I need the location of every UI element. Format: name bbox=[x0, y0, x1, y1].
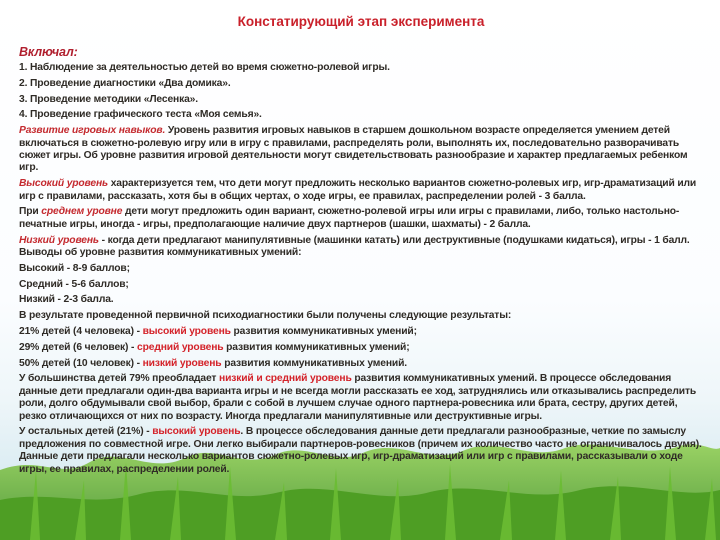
text-dev: Уровень развития игровых навыков в старшем дошкольном возрасте определяется умением детей включаться в сюжетно-ролевую игру или в игру с правилами, распределять роли, выполнять их, последовательно разворачивать сюжет игры. Об уровне развития игровой деятельности могут свидетельствовать разнообразие и характер предлагаемых ребенком игр. bbox=[19, 125, 688, 174]
score-item: Низкий - 2-3 балла. bbox=[19, 294, 114, 306]
result-pre: 50% детей (10 человек) - bbox=[19, 357, 143, 369]
result-post: развития коммуникативных умений; bbox=[223, 341, 410, 353]
score-item: Средний - 5-6 баллов; bbox=[19, 278, 129, 290]
paragraph-high bbox=[19, 178, 703, 203]
majority-level: низкий и средний уровень bbox=[219, 373, 352, 385]
rest-pre: У остальных детей (21%) - bbox=[19, 426, 153, 438]
result-post: развития коммуникативных умений. bbox=[221, 357, 407, 369]
result-pre: 21% детей (4 человека) - bbox=[19, 326, 143, 337]
term-high: Высокий уровень bbox=[19, 178, 108, 190]
results-intro: В результате проведенной первичной психодиагностики были получены следующие результаты: bbox=[19, 310, 512, 322]
page-title: Констатирующий этап эксперимента bbox=[237, 14, 485, 29]
text-low: - когда дети предлагают манипулятивные (машинки катать) или деструктивные (подушками кидаться), игры - 1 балл. Выводы об уровне развития коммуникативных умений: bbox=[19, 234, 690, 259]
paragraph-mid bbox=[19, 206, 703, 231]
score-item: Высокий - 8-9 баллов; bbox=[19, 262, 130, 274]
slide-content bbox=[19, 12, 703, 479]
list-item: 3. Проведение методики «Лесенка». bbox=[19, 93, 198, 105]
result-item bbox=[19, 342, 703, 354]
result-post: развития коммуникативных умений; bbox=[230, 326, 417, 337]
list-item: 4. Проведение графического теста «Моя семья». bbox=[19, 109, 262, 121]
result-item bbox=[19, 358, 703, 370]
term-mid: среднем уровне bbox=[41, 206, 123, 218]
result-item bbox=[19, 326, 703, 338]
paragraph-low bbox=[19, 235, 703, 260]
included-label: Включал: bbox=[19, 45, 78, 59]
term-low: Низкий уровень bbox=[19, 234, 99, 246]
text-high: характеризуется тем, что дети могут предложить несколько вариантов сюжетно-ролевых игр, игр-драматизаций или игр с правилами, рассказать, хотя бы в общих чертах, о ходе игры, ее правилах, распределении ролей - 3 балла. bbox=[19, 178, 697, 202]
term-dev: Развитие игровых навыков. bbox=[19, 125, 166, 137]
text-mid-pre: При bbox=[19, 206, 42, 218]
rest-level: высокий уровень bbox=[152, 426, 241, 438]
paragraph-rest bbox=[19, 426, 703, 476]
majority-post: развития коммуникативных умений. В процессе обследования данные дети предлагали один-два варианта игры и не всегда могли рассказать ее ход, затруднялись или отказывались распределить роли, долго обдумывали свой выбор, брали с собой в лучшем случае одного партнера-ровесника или брата, сестру, других детей, резко отличающихся от них по возрасту. Иногда предлагали манипулятивные или деструктивные игры. bbox=[19, 373, 697, 422]
majority-pre: У большинства детей 79% преобладает bbox=[19, 373, 220, 385]
list-item: 2. Проведение диагностики «Два домика». bbox=[19, 77, 231, 89]
paragraph-majority bbox=[19, 373, 703, 423]
result-level: низкий уровень bbox=[142, 357, 222, 369]
list-item: 1. Наблюдение за деятельностью детей во время сюжетно-ролевой игры. bbox=[19, 62, 390, 73]
result-level: средний уровень bbox=[137, 341, 224, 353]
text-mid: дети могут предложить один вариант, сюжетно-ролевой игры или игры с правилами, либо, только настольно-печатные игры, иногда - игры, предполагающие наличие двух партнеров (шашки, шахматы) - 2 балла. bbox=[19, 206, 680, 230]
result-level: высокий уровень bbox=[142, 326, 231, 337]
result-pre: 29% детей (6 человек) - bbox=[19, 341, 138, 353]
paragraph-dev bbox=[19, 125, 703, 175]
rest-post: . В процессе обследования данные дети предлагали разнообразные, четкие по замыслу предложения по совместной игре. Они легко выбирали партнеров-ровесников (причем их количество часто не ограничивалось двумя). Данные дети предлагали несколько вариантов сюжетно-ролевых игр, игр-драматизаций или игр с правилами, рассказывали о ходе игры, ее правилах, распределении ролей. bbox=[19, 426, 702, 475]
